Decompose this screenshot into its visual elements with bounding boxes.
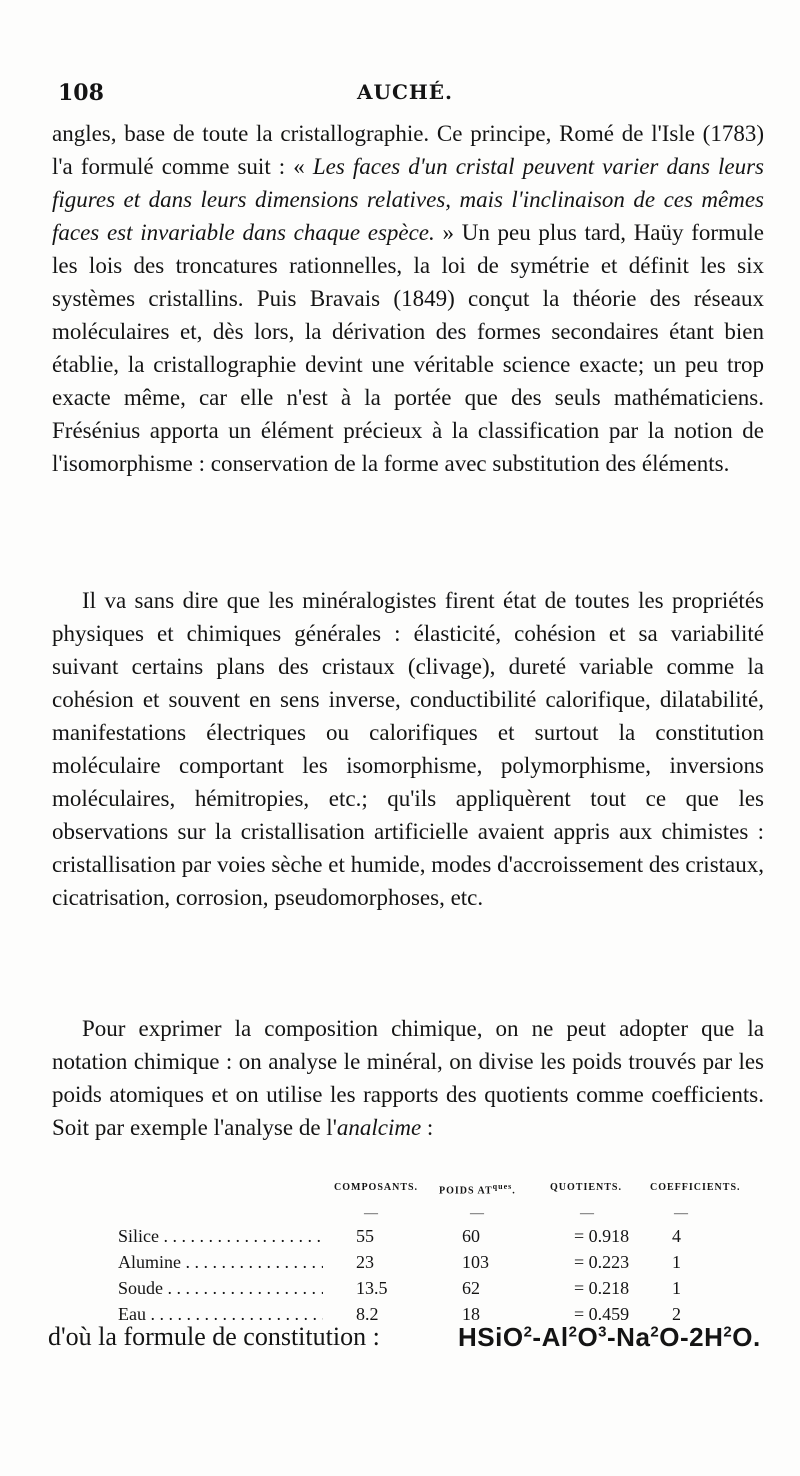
dash: —	[364, 1206, 378, 1221]
formula-subscript: 3	[598, 1323, 608, 1341]
cell-composant: 55	[356, 1226, 374, 1246]
row-label: Silice . . .	[118, 1226, 323, 1247]
paragraph-3-text: Pour exprimer la composition chimique, on ne peut adopter que la notation chimique : on analyse le minéral, on divise les poids trouvés par les poids atomiques et on utilise les rapports des quotients comme coefficients. Soit par exemple l'analyse de l'	[52, 1016, 764, 1140]
formula-part: -Na	[607, 1322, 651, 1352]
table-row	[112, 1226, 762, 1252]
header-poids: POIDS $AT^{ques}$.	[439, 1182, 516, 1197]
table-row	[112, 1252, 762, 1278]
running-head: AUCHÉ.	[357, 80, 453, 104]
paragraph-1-text-a: angles, base de toute la cristallographie. Ce principe, Romé de l'Isle (1783) l'a formulé comme suit : «	[52, 121, 764, 179]
dash: —	[674, 1206, 688, 1221]
row-label: Alumine . . .	[118, 1252, 323, 1273]
paragraph-2: Il va sans dire que les minéralogistes firent état de toutes les propriétés physiques et chimiques générales : élasticité, cohésion et sa variabilité suivant certains plans des cristaux (clivage), dureté variable comme la cohésion et souvent en sens inverse, conductibilité calorifique, dilatabilité, manifestations électriques ou calorifiques et surtout la constitution moléculaire comportant les isomorphisme, polymorphisme, inversions moléculaires, hémitropies, etc.; qu'ils appliquèrent tout ce que les observations sur la cristallisation artificielle avaient appris aux chimistes : cristallisation par voies sèche et humide, modes d'accroissement des cristaux, cicatrisation, corrosion, pseudomorphoses, etc.	[52, 588, 764, 910]
paragraph-3-end: :	[421, 1115, 434, 1140]
header-poids-label: POIDS AT	[439, 1185, 493, 1197]
cell-coefficient: 4	[672, 1226, 681, 1246]
formula-part: O	[577, 1322, 599, 1352]
cell-poids: 103	[462, 1252, 489, 1272]
cell-coefficient: 2	[672, 1304, 681, 1324]
table-header	[112, 1182, 762, 1206]
paragraph-1	[52, 117, 764, 480]
formula-subscript: 2	[523, 1323, 533, 1341]
cell-composant: 8.2	[356, 1304, 379, 1324]
paragraph-1-text-b: » Un peu plus tard, Haüy formule les lois des troncatures rationnelles, la loi de symétrie et définit les six systèmes cristallins. Puis Bravais (1849) conçut la théorie des réseaux moléculaires et, dès lors, la dérivation des formes secondaires étant bien établie, la cristallographie devint une véritable science exacte; un peu trop exacte même, car elle n'est à la portée que des seuls mathématiciens. Frésénius apporta un élément précieux à la classification par la notion de l'isomorphisme : conservation de la forme avec substitution des éléments.	[52, 220, 765, 476]
formula-subscript: 2	[723, 1323, 733, 1341]
dash: —	[580, 1206, 594, 1221]
chemical-formula	[458, 1322, 761, 1353]
page-number: 108	[58, 80, 104, 106]
row-label: Soude . . .	[118, 1278, 323, 1299]
analysis-table	[112, 1182, 762, 1330]
quotation: Les faces d'un cristal peuvent varier dans leurs figures et dans leurs dimensions relatives, mais l'inclinaison de ces mêmes faces est invariable dans chaque espèce.	[52, 154, 764, 245]
cell-composant: 13.5	[356, 1278, 388, 1298]
table-row	[112, 1278, 762, 1304]
formula-part: HSiO	[458, 1322, 524, 1352]
page-header	[50, 72, 760, 112]
formula-part: -Al	[532, 1322, 569, 1352]
header-poids-sup: ques	[492, 1182, 513, 1191]
cell-quotient: = 0.218	[574, 1278, 630, 1298]
header-quotients: QUOTIENTS.	[550, 1182, 622, 1193]
cell-coefficient: 1	[672, 1278, 681, 1298]
mineral-name: analcime	[336, 1115, 422, 1140]
cell-quotient: = 0.223	[574, 1252, 630, 1272]
paragraph-3	[52, 1012, 764, 1144]
cell-composant: 23	[356, 1252, 374, 1272]
cell-quotient: = 0.918	[574, 1226, 630, 1246]
cell-poids: 60	[462, 1226, 480, 1246]
cell-poids: 62	[462, 1278, 480, 1298]
formula-line	[48, 1322, 768, 1352]
formula-subscript: 2	[568, 1323, 578, 1341]
cell-quotient: = 0.459	[574, 1304, 630, 1324]
header-coefficients: COEFFICIENTS.	[650, 1182, 741, 1193]
header-composants: COMPOSANTS.	[334, 1182, 419, 1193]
row-label: Eau . . .	[118, 1304, 323, 1325]
dash: —	[470, 1206, 484, 1221]
header-dashes	[112, 1206, 762, 1226]
formula-part: O.	[732, 1322, 761, 1352]
cell-poids: 18	[462, 1304, 480, 1324]
formula-subscript: 2	[650, 1323, 660, 1341]
cell-coefficient: 1	[672, 1252, 681, 1272]
formula-lead: d'où la formule de constitution :	[48, 1322, 380, 1351]
formula-part: O-2H	[659, 1322, 724, 1352]
